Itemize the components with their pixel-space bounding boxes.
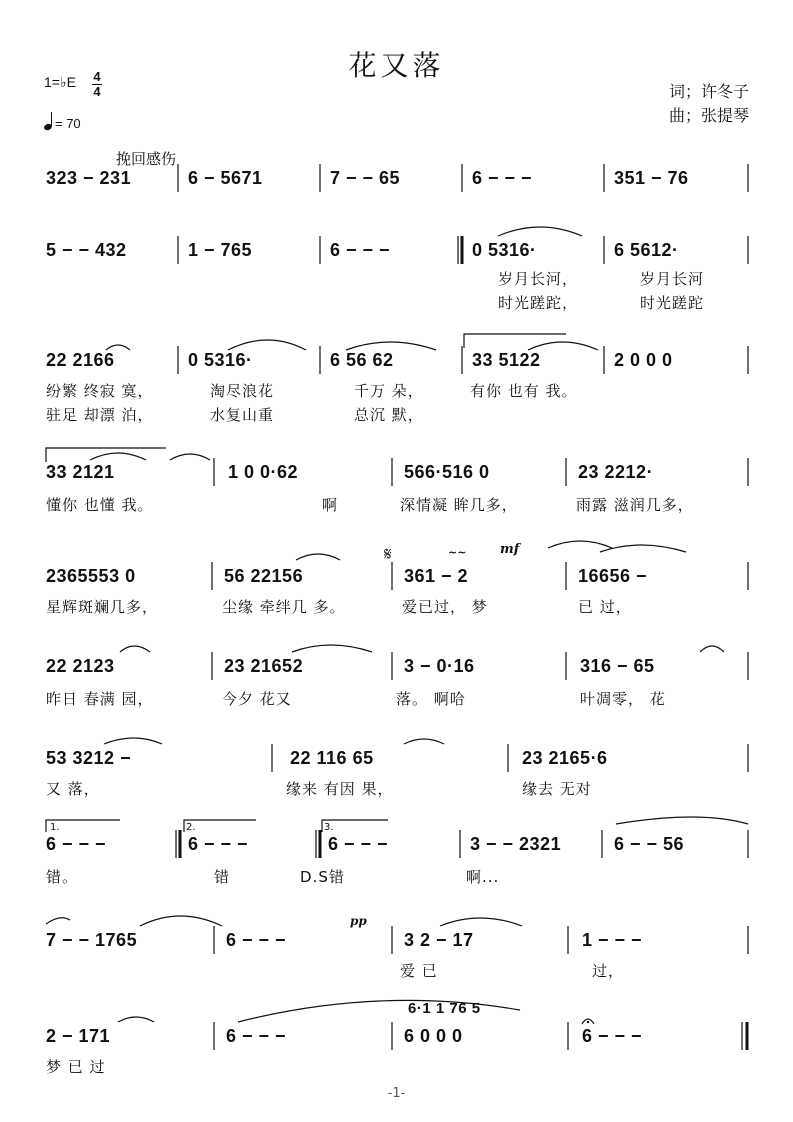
lyric-r3-2c: 总沉 默， xyxy=(354,406,424,424)
measure-r3-m3: 6 56 62 xyxy=(330,350,394,370)
measure-r1-m2: 6 − 5671 xyxy=(188,168,263,188)
lyric-r3-1d: 有你 也有 我。 xyxy=(470,382,578,400)
measure-r3-m1: 22 2166 xyxy=(46,350,115,370)
measure-r6-m4: 316 − 65 xyxy=(580,656,655,676)
measure-r1-m4: 6 − − − xyxy=(472,168,533,188)
measure-r6-m3: 3 − 0·16 xyxy=(404,656,475,676)
upper-voice: 6·1 1 76 5 xyxy=(408,1000,481,1017)
measure-r5-m2: 56 22156 xyxy=(224,566,304,586)
lyric-r8-c: D.S错 xyxy=(300,868,345,886)
song-title: 花又落 xyxy=(348,49,445,82)
measure-r9-m2: 6 − − − xyxy=(226,930,287,950)
lyric-r4-b: 啊 xyxy=(322,496,339,514)
measure-r9-m4: 1 − − − xyxy=(582,930,643,950)
time-signature-top: 4 xyxy=(93,69,101,84)
measure-r3-m2: 0 5316· xyxy=(188,350,253,370)
measure-r3-m4: 33 5122 xyxy=(472,350,541,370)
measure-r2-m2: 1 − 765 xyxy=(188,240,253,260)
measure-r5-m4: 16656 − xyxy=(578,566,648,586)
lyric-r8-a: 错。 xyxy=(46,868,79,886)
segno-icon: 𝄋 xyxy=(384,544,392,565)
measure-r2-m4: 0 5316· xyxy=(472,240,537,260)
lyric-r9-b: 过， xyxy=(592,962,625,980)
lyric-r7-c: 缘去 无对 xyxy=(522,780,592,798)
measure-r2-m5: 6 5612· xyxy=(614,240,679,260)
lyric-r6-d: 叶凋零， 花 xyxy=(580,690,666,708)
measure-r10-m4: 6 − − − xyxy=(582,1026,643,1046)
lyric-r9-a: 爱 已 xyxy=(400,962,438,980)
lyric-r2-1a: 岁月长河， xyxy=(498,270,579,288)
lyric-r3-2a: 驻足 却漂 泊， xyxy=(46,406,154,424)
page-number: -1- xyxy=(387,1086,406,1101)
measure-r8-m4: 3 − − 2321 xyxy=(470,834,562,854)
lyric-r2-2a: 时光蹉跎， xyxy=(498,294,579,312)
measure-r10-m2: 6 − − − xyxy=(226,1026,287,1046)
lyric-r6-c: 落。 啊哈 xyxy=(396,690,466,708)
lyric-r3-2b: 水复山重 xyxy=(210,406,275,424)
measure-r4-m1: 33 2121 xyxy=(46,462,115,482)
measure-r1-m3: 7 − − 65 xyxy=(330,168,401,188)
lyricist-credit: 词；许冬子 xyxy=(668,82,749,101)
lyric-r3-1a: 纷繁 终寂 寞， xyxy=(46,382,154,400)
measure-r5-m1: 2365553 0 xyxy=(46,566,136,586)
measure-r6-m1: 22 2123 xyxy=(46,656,115,676)
time-signature-bottom: 4 xyxy=(93,84,101,99)
measure-r6-m2: 23 21652 xyxy=(224,656,304,676)
measure-r5-m3: 361 − 2 xyxy=(404,566,469,586)
lyric-r3-1c: 千万 朵， xyxy=(354,382,424,400)
measure-r4-m4: 23 2212· xyxy=(578,462,654,482)
measure-r4-m2: 1 0 0·62 xyxy=(228,462,299,482)
measure-r1-m5: 351 − 76 xyxy=(614,168,689,188)
lyric-r8-d: 啊... xyxy=(466,868,500,886)
lyric-r4-c: 深情凝 眸几多， xyxy=(400,496,518,514)
lyric-r5-c: 爱已过， 梦 xyxy=(402,598,488,616)
volta-3: 3. xyxy=(324,822,334,833)
lyric-r8-b: 错 xyxy=(214,868,231,886)
lyric-r7-a: 又 落， xyxy=(46,780,100,798)
lyric-r6-a: 昨日 春满 园， xyxy=(46,690,154,708)
measure-r7-m1: 53 3212 − xyxy=(46,748,132,768)
lyric-r2-1b: 岁月长河 xyxy=(640,270,705,288)
lyric-r2-2b: 时光蹉跎 xyxy=(640,294,705,312)
volta-2: 2. xyxy=(186,822,196,833)
measure-r8-m3: 6 − − − xyxy=(328,834,389,854)
lyric-r6-b: 今夕 花又 xyxy=(222,690,292,708)
lyric-r5-b: 尘缘 牵绊几 多。 xyxy=(222,598,346,616)
measure-r2-m3: 6 − − − xyxy=(330,240,391,260)
composer-credit: 曲；张提琴 xyxy=(668,106,749,125)
measure-r8-m2: 6 − − − xyxy=(188,834,249,854)
measure-r1-m1: 323 − 231 xyxy=(46,168,132,188)
dynamic-mf: mf xyxy=(500,542,520,557)
ornament-icon: ~~ xyxy=(448,546,467,559)
measure-r9-m1: 7 − − 1765 xyxy=(46,930,138,950)
measure-r10-m3: 6 0 0 0 xyxy=(404,1026,463,1046)
lyric-r3-1b: 淘尽浪花 xyxy=(210,382,275,400)
lyric-r4-d: 雨露 滋润几多， xyxy=(576,496,694,514)
measure-r4-m3: 566·516 0 xyxy=(404,462,490,482)
measure-r8-m5: 6 − − 56 xyxy=(614,834,685,854)
measure-r7-m2: 22 116 65 xyxy=(290,748,374,768)
lyric-r10-a: 梦 已 过 xyxy=(46,1058,106,1076)
tempo-value: = 70 xyxy=(55,116,81,131)
lyric-r5-d: 已 过， xyxy=(578,598,632,616)
lyric-r5-a: 星辉斑斓几多， xyxy=(46,598,159,616)
measure-r8-m1: 6 − − − xyxy=(46,834,107,854)
lyric-r7-b: 缘来 有因 果， xyxy=(286,780,394,798)
measure-r7-m3: 23 2165·6 xyxy=(522,748,608,768)
measure-r10-m1: 2 − 171 xyxy=(46,1026,111,1046)
lyric-r4-a: 懂你 也懂 我。 xyxy=(46,496,154,514)
measure-r2-m1: 5 − − 432 xyxy=(46,240,127,260)
key-signature: 1=♭E xyxy=(44,74,76,90)
expression-text: 挽回感伤 xyxy=(116,150,177,168)
volta-1: 1. xyxy=(50,822,60,833)
measure-r3-m5: 2 0 0 0 xyxy=(614,350,673,370)
dynamic-pp: pp xyxy=(350,914,367,928)
measure-r9-m3: 3 2 − 17 xyxy=(404,930,474,950)
